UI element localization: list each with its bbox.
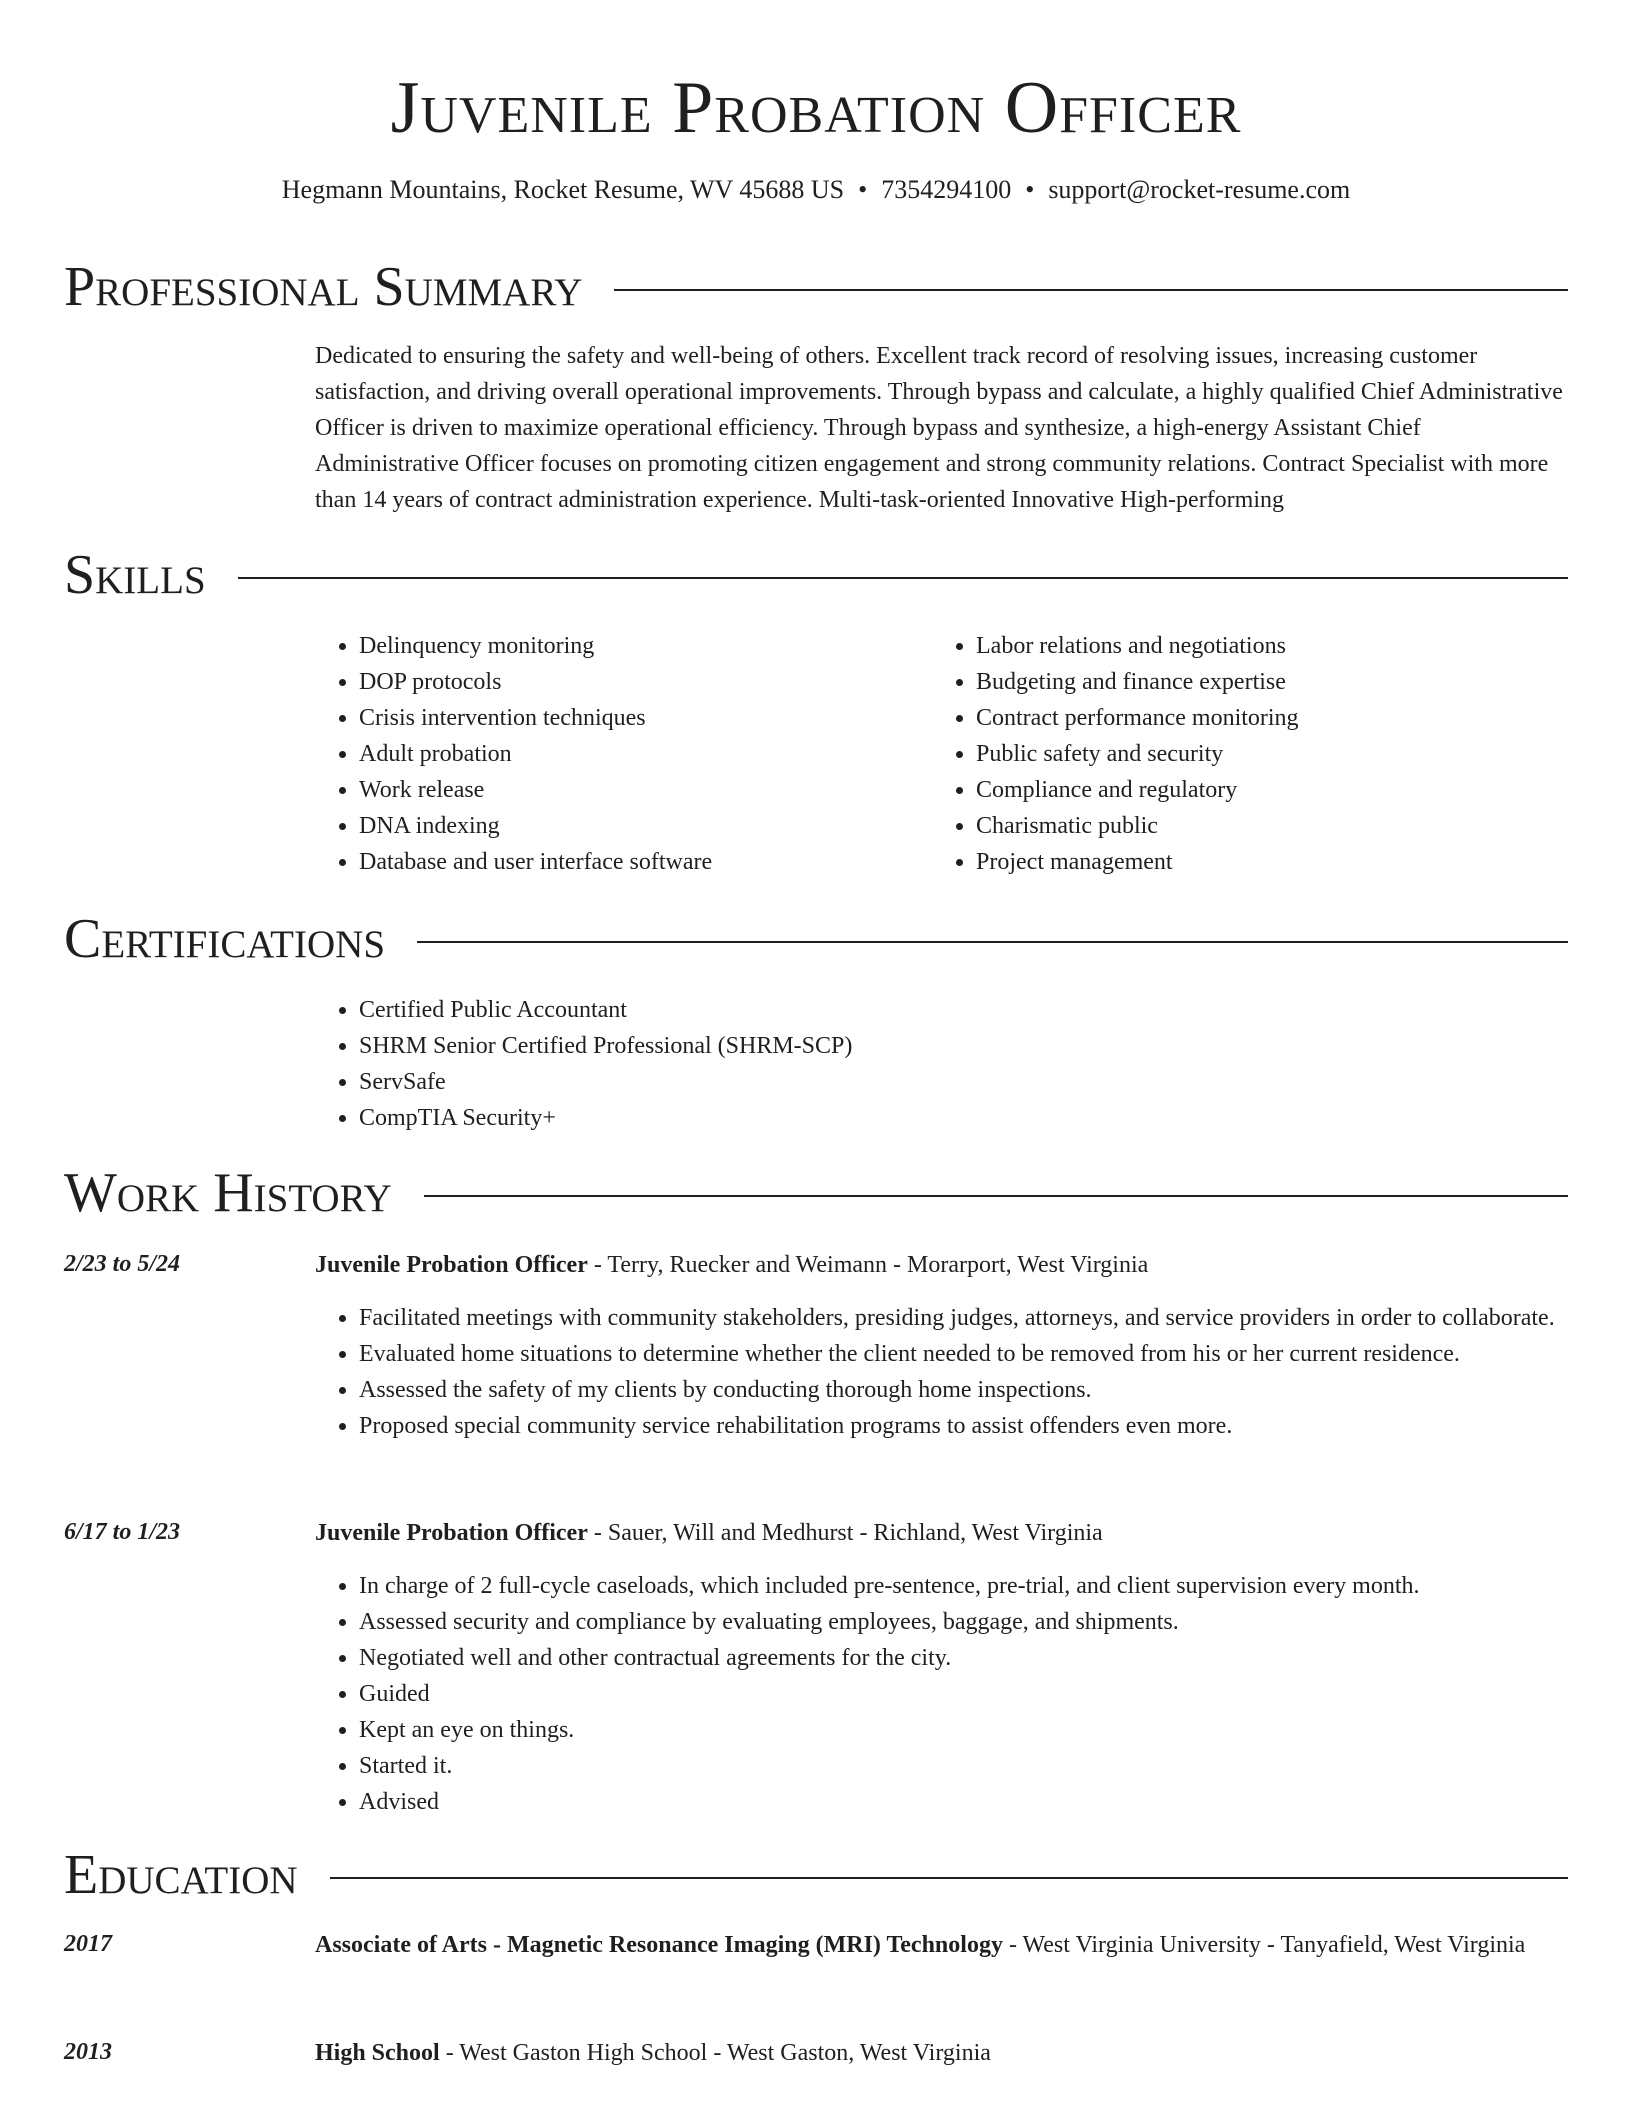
skill-item: • Work release [359, 772, 915, 808]
work-bullet: • Guided [359, 1676, 1612, 1712]
certifications-heading: Certifications [64, 908, 386, 970]
skill-item: • Public safety and security [976, 736, 1552, 772]
work-job-title: Juvenile Probation Officer [315, 1520, 588, 1546]
section-divider [417, 941, 1568, 943]
skill-item: • Delinquency monitoring [359, 628, 915, 664]
skills-list-right [932, 628, 1552, 880]
certifications-block [315, 992, 1515, 1136]
work-job-title: Juvenile Probation Officer [315, 1252, 588, 1278]
work-bullet: • Started it. [359, 1748, 1612, 1784]
work-bullet: • Assessed the safety of my clients by conducting thorough home inspections. [359, 1372, 1612, 1408]
skill-item: • Charismatic public [976, 808, 1552, 844]
contact-phone: 7354294100 [881, 175, 1012, 204]
contact-address: Hegmann Mountains, Rocket Resume, WV 45688 US [281, 175, 845, 204]
skill-item: • DOP protocols [359, 664, 915, 700]
skill-item: • Budgeting and finance expertise [976, 664, 1552, 700]
work-job-details: - Terry, Ruecker and Weimann - Morarport, West Virginia [587, 1252, 1149, 1278]
contact-line [0, 172, 1632, 208]
work-title-line [315, 1246, 1568, 1284]
education-title-line [315, 2034, 1568, 2072]
skills-list-left [315, 628, 915, 880]
education-section-header [64, 1840, 1568, 1910]
work-heading: Work History [64, 1162, 392, 1224]
skills-heading: Skills [64, 544, 206, 606]
work-job-details: - Sauer, Will and Medhurst - Richland, West Virginia [587, 1520, 1103, 1546]
certification-item: • Certified Public Accountant [359, 992, 1515, 1028]
work-title-line [315, 1514, 1568, 1552]
work-bullet: • Kept an eye on things. [359, 1712, 1612, 1748]
contact-separator: • [858, 175, 868, 204]
work-bullet: • Assessed security and compliance by evaluating employees, baggage, and shipments. [359, 1604, 1612, 1640]
summary-heading: Professional Summary [64, 256, 583, 318]
work-bullet: • Proposed special community service rehabilitation programs to assist offenders even more. [359, 1408, 1612, 1444]
skills-column-left [315, 628, 915, 880]
certification-item: • ServSafe [359, 1064, 1515, 1100]
work-date: 6/17 to 1/23 [64, 1519, 181, 1545]
work-bullet: • Advised [359, 1784, 1612, 1820]
work-bullets [315, 1568, 1612, 1820]
education-title-line [315, 1926, 1568, 1964]
summary-section-header [64, 252, 1568, 322]
section-divider [424, 1195, 1568, 1197]
work-bullet: • Evaluated home situations to determine whether the client needed to be removed from his or her current residence. [359, 1336, 1612, 1372]
certifications-list [315, 992, 1515, 1136]
summary-text: Dedicated to ensuring the safety and well-being of others. Excellent track record of resolving issues, increasing customer satisfaction, and driving overall operational improvements. Through bypass and calculate, a highly qualified Chief Administrative Officer is driven to maximize operational efficiency. Through bypass and synthesize, a high-energy Assistant Chief Administrative Officer focuses on promoting citizen engagement and strong community relations. Contract Specialist with more than 14 years of contract administration experience. Multi-task-oriented Innovative High-performing [315, 343, 1563, 513]
skill-item: • Adult probation [359, 736, 915, 772]
skill-item: • Compliance and regulatory [976, 772, 1552, 808]
section-divider [330, 1877, 1568, 1879]
education-date: 2013 [64, 2039, 112, 2065]
work-bullet: • Negotiated well and other contractual agreements for the city. [359, 1640, 1612, 1676]
skills-section-header [64, 540, 1568, 610]
education-degree: High School [315, 2040, 440, 2066]
skill-item: • Crisis intervention techniques [359, 700, 915, 736]
skill-item: • Labor relations and negotiations [976, 628, 1552, 664]
education-date: 2017 [64, 1931, 112, 1957]
section-divider [238, 577, 1568, 579]
certification-item: • CompTIA Security+ [359, 1100, 1515, 1136]
education-details: - West Virginia University - Tanyafield, West Virginia [1002, 1932, 1526, 1958]
skill-item: • Project management [976, 844, 1552, 880]
education-degree: Associate of Arts - Magnetic Resonance Imaging (MRI) Technology [315, 1932, 1003, 1958]
skill-item: • DNA indexing [359, 808, 915, 844]
resume-title: Juvenile Probation Officer [390, 67, 1242, 149]
work-bullet: • In charge of 2 full-cycle caseloads, which included pre-sentence, pre-trial, and client supervision every month. [359, 1568, 1612, 1604]
certification-item: • SHRM Senior Certified Professional (SHRM-SCP) [359, 1028, 1515, 1064]
certifications-section-header [64, 904, 1568, 974]
work-section-header [64, 1158, 1568, 1228]
work-bullet: • Facilitated meetings with community stakeholders, presiding judges, attorneys, and service providers in order to collaborate. [359, 1300, 1612, 1336]
skills-column-right [932, 628, 1552, 880]
education-heading: Education [64, 1844, 298, 1906]
contact-email: support@rocket-resume.com [1048, 175, 1351, 204]
section-divider [614, 289, 1568, 291]
skill-item: • Database and user interface software [359, 844, 915, 880]
education-details: - West Gaston High School - West Gaston, West Virginia [439, 2040, 991, 2066]
work-bullets [315, 1300, 1612, 1444]
skill-item: • Contract performance monitoring [976, 700, 1552, 736]
work-date: 2/23 to 5/24 [64, 1251, 181, 1277]
contact-separator: • [1025, 175, 1035, 204]
